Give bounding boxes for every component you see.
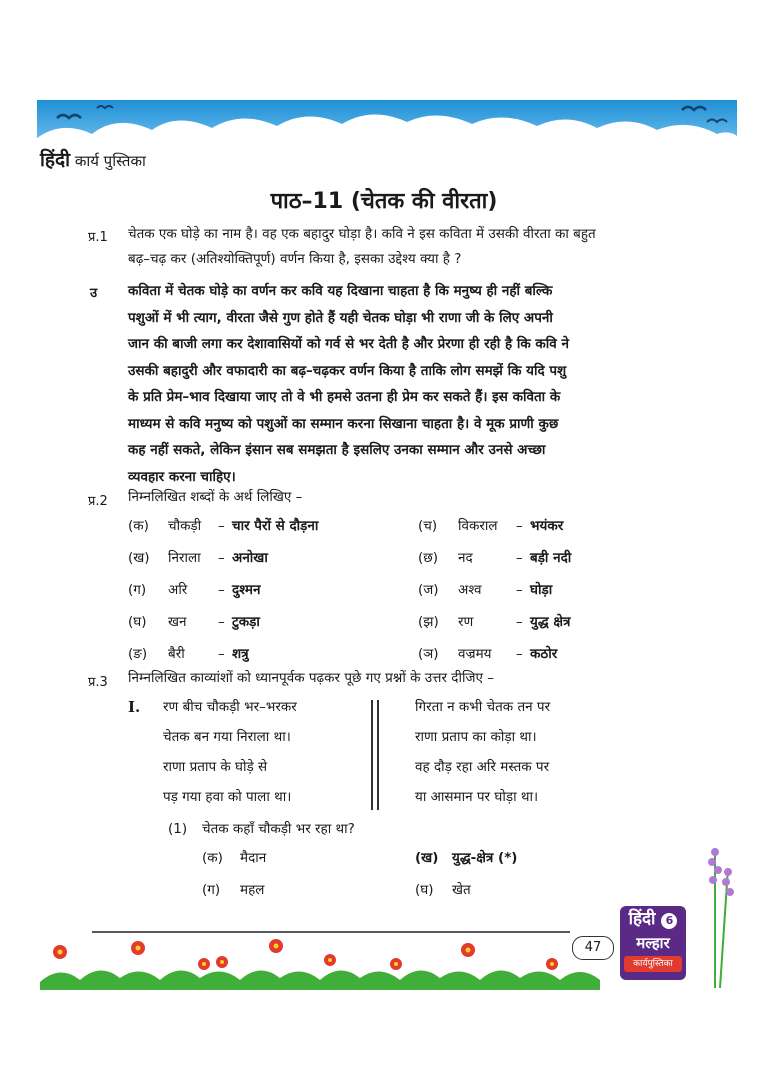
q1-number: प्र.1 [88, 230, 108, 245]
q1-question [128, 222, 688, 272]
q2-question: निम्नलिखित शब्दों के अर्थ लिखिए – [128, 489, 303, 505]
dash: – [218, 646, 225, 662]
poem-line: वह दौड़ रहा अरि मस्तक पर [415, 759, 550, 775]
word-label: (ञ) [418, 646, 439, 662]
dash: – [516, 550, 523, 566]
poem-line: रण बीच चौकड़ी भर–भरकर [163, 699, 297, 715]
poem-divider [377, 700, 379, 810]
poem-line: चेतक बन गया निराला था। [163, 729, 291, 745]
option-text-correct: युद्ध-क्षेत्र (*) [452, 850, 518, 866]
q1-answer [128, 278, 690, 490]
word-label: (ग) [128, 582, 147, 598]
section-number: I. [128, 698, 141, 716]
poem-right [415, 692, 550, 812]
poem-line: या आसमान पर घोड़ा था। [415, 789, 539, 805]
option-text: महल [240, 882, 265, 898]
word-label: (ङ) [128, 646, 148, 662]
dash: – [516, 582, 523, 598]
word: बैरी [168, 646, 185, 662]
word: नद [458, 550, 473, 566]
option-label: (ग) [202, 882, 221, 898]
answer-line: पशुओं में भी त्याग, वीरता जैसे गुण होते हैं यही चेतक घोड़ा भी राणा जी के लिए अपनी [128, 309, 553, 326]
word-label: (ज) [418, 582, 439, 598]
page-number: 47 [572, 936, 614, 960]
word: खन [168, 614, 187, 630]
poem-line: राणा प्रताप का कोड़ा था। [415, 729, 537, 745]
meaning: दुश्मन [232, 582, 261, 598]
poem-line: राणा प्रताप के घोड़े से [163, 759, 268, 775]
word-label: (च) [418, 518, 438, 534]
meaning: टुकड़ा [232, 614, 260, 630]
meaning: घोड़ा [530, 582, 553, 598]
word-row [128, 542, 668, 574]
meaning: युद्ध क्षेत्र [530, 614, 571, 630]
word-label: (क) [128, 518, 149, 534]
option-text: खेत [452, 882, 471, 898]
workbook-brand [40, 146, 146, 172]
brand-rest: कार्य पुस्तिका [74, 152, 146, 170]
q3-question: निम्नलिखित काव्यांशों को ध्यानपूर्वक पढ़कर पूछे गए प्रश्नों के उत्तर दीजिए – [128, 670, 494, 686]
meaning: कठोर [530, 646, 558, 662]
dash: – [218, 614, 225, 630]
option-label: (क) [202, 850, 223, 866]
option-label: (ख) [415, 850, 439, 866]
meaning: चार पैरों से दौड़ना [232, 518, 319, 534]
book-logo [620, 906, 686, 980]
word: रण [458, 614, 474, 630]
logo-subtitle: मल्हार [636, 934, 670, 952]
answer-label: उ [90, 286, 98, 301]
lavender-icon [690, 838, 740, 988]
meaning: भयंकर [530, 518, 564, 534]
poem-divider [371, 700, 373, 810]
answer-line: उसकी बहादुरी और वफादारी का बढ़–चढ़कर वर्णन किया है ताकि लोग समझें कि यदि पशु [128, 362, 567, 379]
answer-line: के प्रति प्रेम–भाव दिखाया जाए तो वे भी हमसे उतना ही प्रेम कर सकते हैं। इस कविता के [128, 389, 561, 405]
meaning: अनोखा [232, 550, 268, 566]
dash: – [516, 518, 523, 534]
dash: – [516, 646, 523, 662]
answer-line: कह नहीं सकते, लेकिन इंसान सब समझता है इसलिए उनका सम्मान और उनसे अच्छा [128, 442, 546, 458]
brand-hindi: हिंदी [40, 149, 71, 171]
word: विकराल [458, 518, 498, 534]
word: अश्व [458, 582, 482, 598]
answer-line: व्यवहार करना चाहिए। [128, 468, 236, 485]
word: चौकड़ी [168, 518, 202, 534]
word-label: (झ) [418, 614, 439, 630]
dash: – [218, 518, 225, 534]
word-label: (छ) [418, 550, 438, 566]
option-label: (घ) [415, 882, 434, 898]
word-label: (घ) [128, 614, 147, 630]
poem-line: गिरता न कभी चेतक तन पर [415, 699, 551, 715]
q2-number: प्र.2 [88, 494, 108, 509]
poem-line: पड़ गया हवा को पाला था। [163, 789, 292, 805]
word: निराला [168, 550, 201, 566]
dash: – [516, 614, 523, 630]
meaning: शत्रु [232, 646, 249, 662]
word-row [128, 510, 668, 542]
word-row [128, 606, 668, 638]
answer-line: कविता में चेतक घोड़े का वर्णन कर कवि यह दिखाना चाहता है कि मनुष्य ही नहीं बल्कि [128, 283, 553, 299]
q1-question-line: बढ़–चढ़ कर (अतिश्योक्तिपूर्ण) वर्णन किया है, इसका उद्देश्य क्या है ? [128, 251, 462, 267]
logo-tag: कार्यपुस्तिका [624, 956, 682, 972]
word: अरि [168, 582, 188, 598]
word: वज्रमय [458, 646, 492, 662]
page-title: पाठ–11 (चेतक की वीरता) [270, 189, 498, 214]
word-label: (ख) [128, 550, 150, 566]
word-row [128, 574, 668, 606]
answer-line: माध्यम से कवि मनुष्य को पशुओं का सम्मान करना सिखाना चाहता है। वे मूक प्राणी कुछ [128, 415, 559, 432]
sub-question: चेतक कहाँ चौकड़ी भर रहा था? [202, 821, 355, 837]
poem-left [163, 692, 297, 812]
dash: – [218, 582, 225, 598]
q1-question-line: चेतक एक घोड़े का नाम है। वह एक बहादुर घोड़ा है। कवि ने इस कविता में उसकी वीरता का बहुत [128, 226, 596, 242]
sub-question-number: (1) [168, 821, 188, 837]
logo-class-number: 6 [661, 913, 677, 929]
answer-line: जान की बाजी लगा कर देशावासियों को गर्व से भर देती है और प्रेरणा ही रही है कि कवि ने [128, 336, 570, 352]
option-text: मैदान [240, 850, 267, 866]
word-meaning-table [128, 510, 668, 670]
logo-hindi: हिंदी [628, 909, 656, 929]
q3-number: प्र.3 [88, 675, 108, 690]
meaning: बड़ी नदी [530, 550, 572, 566]
dash: – [218, 550, 225, 566]
